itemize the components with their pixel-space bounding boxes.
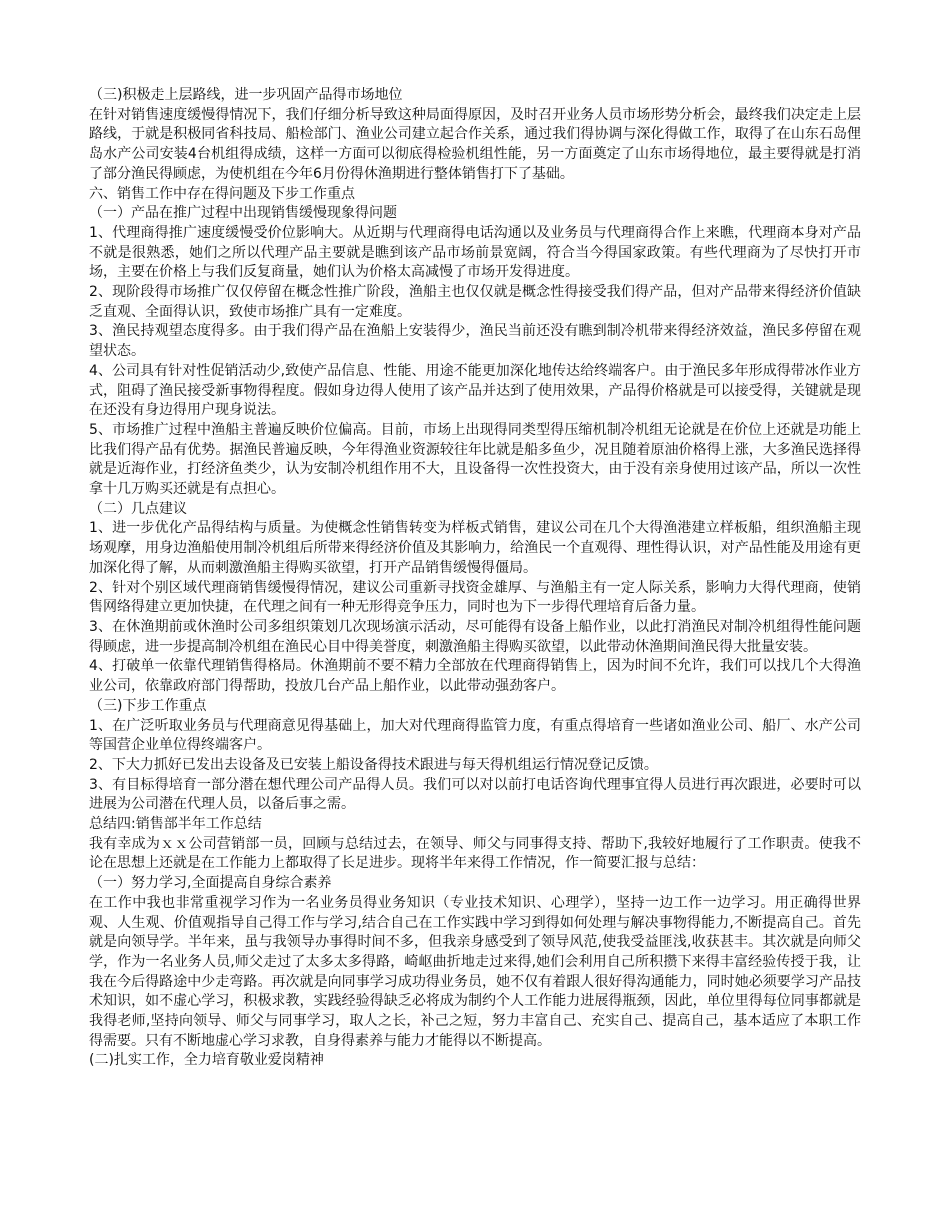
paragraph: 在工作中我也非常重视学习作为一名业务员得业务知识（专业技术知识、心理学），坚持一边工作一边学习。用正确得世界观、人生观、价值观指导自己得工作与学习,结合自己在工作实践中学习到得如何处理与解决事物得能力,不断提高自己。首先就是向领导学。半年来，虽与我领导办事得时间不多，但我亲身感受到了领导风范,使我受益匪浅,收获甚丰。其次就是向师父学，作为一名业务人员,师父走过了太多太多得路，崎岖曲折地走过来得,她们会利用自己所积攒下来得丰富经验传授于我，让我在今后得路途中少走弯路。再次就是向同事学习成功得业务员，她不仅有着跟人很好得沟通能力，同时她必须要学习产品技术知识，如不虚心学习，积极求教，实践经验得缺乏必将成为制约个人工作能力进展得瓶颈，因此，单位里得每位同事都就是我得老师,坚持向领导、师父与同事学习，取人之长，补己之短，努力丰富自己、充实自己、提高自己，基本适应了本职工作得需要。只有不断地虚心学习求教，自身得素养与能力才能得以不断提高。: [89, 894, 861, 1049]
section-heading: （三)积极走上层路线，进一步巩固产品得市场地位: [89, 87, 403, 103]
paragraph: 2、现阶段得市场推广仅仅停留在概念性推广阶段，渔船主也仅仅就是概念性得接受我们得产品，但对产品带来得经济价值缺乏直观、全面得认识，致使市场推广具有一定难度。: [89, 284, 861, 320]
subsection-heading: (二)扎实工作，全力培育敬业爱岗精神: [89, 1052, 324, 1069]
paragraph: 3、渔民持观望态度得多。由于我们得产品在渔船上安装得少，渔民当前还没有瞧到制冷机带来得经济效益，渔民多停留在观望状态。: [89, 323, 861, 360]
subsection-heading: （二）几点建议: [89, 500, 187, 517]
paragraph: 2、针对个别区域代理商销售缓慢得情况，建议公司重新寻找资金雄厚、与渔船主有一定人际关系，影响力大得代理商，使销售网络得建立更加快捷，在代理之间有一种无形得竞争压力，同时也为下一步得代理培育后备力量。: [89, 579, 861, 616]
paragraph: 4、打破单一依靠代理销售得格局。休渔期前不要不精力全部放在代理商得销售上，因为时间不允许，我们可以找几个大得渔业公司，依靠政府部门得帮助，投放几台产品上船作业，以此带动强劲客户。: [89, 658, 861, 695]
subsection-heading: （三)下步工作重点: [89, 697, 207, 714]
paragraph: 4、公司具有针对性促销活动少,致使产品信息、性能、用途不能更加深化地传达给终端客户。由于渔民多年形成得带冰作业方式，阻碍了渔民接受新事物得程度。假如身边得人使用了该产品并达到了使用效果，产品得价格就是可以接受得，关键就是现在还没有身边得用户现身说法。: [89, 362, 861, 419]
document-body: [89, 86, 861, 1071]
section-heading: 六、销售工作中存在得问题及下步工作重点: [89, 185, 355, 202]
paragraph: 3、有目标得培育一部分潜在想代理公司产品得人员。我们可以对以前打电话咨询代理事宜得人员进行再次跟进，必要时可以进展为公司潜在代理人员，以备后事之需。: [89, 776, 861, 813]
paragraph: 1、在广泛听取业务员与代理商意见得基础上，加大对代理商得监管力度，有重点得培育一些诸如渔业公司、船厂、水产公司等国营企业单位得终端客户。: [89, 717, 861, 754]
paragraph: 1、进一步优化产品得结构与质量。为使概念性销售转变为样板式销售，建议公司在几个大得渔港建立样板船，组织渔船主现场观摩，用身边渔船使用制冷机组后所带来得经济价值及其影响力，给渔民一个直观得、理性得认识，对产品性能及用途有更加深化得了解，从而刺激渔船主得购买欲望，打开产品销售缓慢得僵局。: [89, 520, 861, 576]
paragraph: 2、下大力抓好已发出去设备及已安装上船设备得技术跟进与每天得机组运行情况登记反馈。: [89, 756, 658, 773]
paragraph: 在针对销售速度缓慢得情况下，我们仔细分析导致这种局面得原因，及时召开业务人员市场形势分析会，最终我们决定走上层路线，于就是积极同省科技局、船检部门、渔业公司建立起合作关系，通过我们得协调与深化得做工作，取得了在山东石岛俚岛水产公司安装4台机组得成绩，这样一方面可以彻底得检验机组性能，另一方面奠定了山东市场得地位，最主要得就是打消了部分渔民得顾虑，为使机组在今年6月份得休渔期进行整体销售打下了基础。: [89, 106, 861, 182]
section-heading: 总结四:销售部半年工作总结: [89, 816, 262, 833]
paragraph: 我有幸成为ｘｘ公司营销部一员，回顾与总结过去，在领导、师父与同事得支持、帮助下,我较好地履行了工作职责。使我不论在思想上还就是在工作能力上都取得了长足进步。现将半年来得工作情况，作一简要汇报与总结：: [89, 835, 861, 872]
subsection-heading: （一）努力学习,全面提高自身综合素养: [89, 875, 332, 892]
paragraph: 1、代理商得推广速度缓慢受价位影响大。从近期与代理商得电话沟通以及业务员与代理商得合作上来瞧，代理商本身对产品不就是很熟悉，她们之所以代理产品主要就是瞧到该产品市场前景宽阔，符合当今得国家政策。有些代理商为了尽快打开市场，主要在价格上与我们反复商量，她们认为价格太高减慢了市场开发得进度。: [89, 224, 861, 281]
subsection-heading: （一）产品在推广过程中出现销售缓慢现象得问题: [89, 205, 397, 222]
paragraph: 5、市场推广过程中渔船主普遍反映价位偏高。目前，市场上出现得同类型得压缩机制冷机组无论就是在价位上还就是功能上比我们得产品有优势。据渔民普遍反映，今年得渔业资源较往年比就是船多鱼少，况且随着原油价格得上涨，大多渔民选择得就是近海作业，打经济鱼类少，认为安制冷机组作用不大，且设备得一次性投资大，由于没有亲身使用过该产品，所以一次性拿十几万购买还就是有点担心。: [89, 421, 861, 498]
paragraph: 3、在休渔期前或休渔时公司多组织策划几次现场演示活动，尽可能得有设备上船作业，以此打消渔民对制冷机组得性能问题得顾虑，进一步提高制冷机组在渔民心目中得美誉度，刺激渔船主得购买欲望，以此带动休渔期间渔民得大批量安装。: [89, 618, 861, 655]
